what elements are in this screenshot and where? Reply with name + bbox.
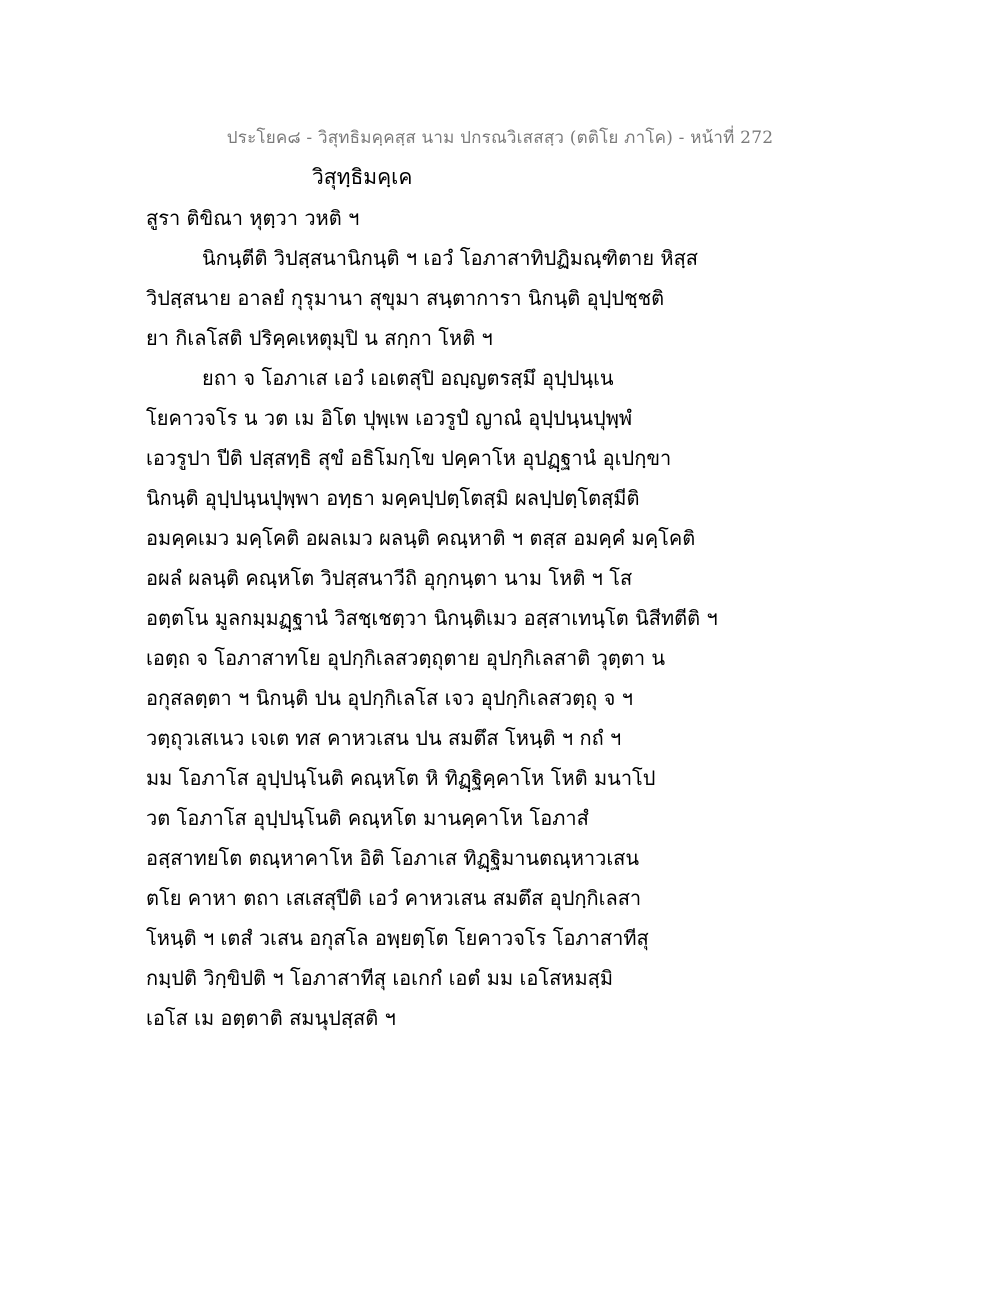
text-line: สูรา ติขิณา หุตฺวา วหติ ฯ: [146, 206, 360, 230]
text-line: อกุสลตฺตา ฯ นิกนฺติ ปน อุปกฺกิเลโส เจว อุปกฺกิเลสวตฺถุ จ ฯ: [146, 686, 633, 710]
text-line: มม โอภาโส อุปฺปนฺโนติ คณฺหโต หิ ทิฏฺฐิคฺคาโห โหติ มนาโป: [146, 766, 656, 790]
book-title: วิสุทฺธิมคฺเค: [312, 165, 413, 189]
text-line: เอวรูปา ปีติ ปสฺสทฺธิ สุขํ อธิโมกฺโข ปคฺคาโห อุปฏฺฐานํ อุเปกฺขา: [146, 446, 672, 470]
text-line: เอตฺถ จ โอภาสาทโย อุปกฺกิเลสวตฺถุตาย อุปกฺกิเลสาติ วุตฺตา น: [146, 646, 666, 670]
text-line: กมฺปติ วิกฺขิปติ ฯ โอภาสาทีสุ เอเกกํ เอตํ มม เอโสหมสฺมิ: [146, 966, 614, 990]
text-line: อสฺสาทยโต ตณฺหาคาโห อิติ โอภาเส ทิฏฺฐิมานตณฺหาวเสน: [146, 846, 640, 870]
text-line: วิปสฺสนาย อาลยํ กุรุมานา สุขุมา สนฺตาการา นิกนฺติ อุปฺปชฺชติ: [146, 286, 665, 310]
running-header: ประโยค๘ - วิสุทธิมคฺคสฺส นาม ปกรณวิเสสสฺว (ตติโย ภาโค) - หน้าที่ 272: [226, 128, 774, 148]
text-line: อมคฺคเมว มคฺโคติ อผลเมว ผลนฺติ คณฺหาติ ฯ ตสฺส อมคฺคํ มคฺโคติ: [146, 526, 696, 550]
body-text: [146, 198, 866, 1038]
text-line: นิกนฺตีติ วิปสฺสนานิกนฺติ ฯ เอวํ โอภาสาทิปฏิมณฺฑิตาย หิสฺส: [202, 246, 698, 270]
text-line: นิกนฺติ อุปฺปนฺนปุพฺพา อทฺธา มคฺคปฺปตฺโตสฺมิ ผลปฺปตฺโตสฺมีติ: [146, 486, 640, 510]
text-line: โยคาวจโร น วต เม อิโต ปุพฺเพ เอวรูปํ ญาณํ อุปฺปนฺนปุพฺพํ: [146, 406, 633, 430]
text-line: ตโย คาหา ตถา เสเสสุปีติ เอวํ คาหวเสน สมตึส อุปกฺกิเลสา: [146, 886, 642, 910]
text-line: วตฺถุวเสเนว เจเต ทส คาหวเสน ปน สมตึส โหนฺติ ฯ กถํ ฯ: [146, 726, 622, 750]
text-line: อตฺตโน มูลกมฺมฏฺฐานํ วิสชฺเชตฺวา นิกนฺติเมว อสฺสาเทนฺโต นิสีทตีติ ฯ: [146, 606, 718, 630]
text-line: โหนฺติ ฯ เตสํ วเสน อกุสโล อพฺยตฺโต โยคาวจโร โอภาสาทีสุ: [146, 926, 649, 950]
text-line: วต โอภาโส อุปฺปนฺโนติ คณฺหโต มานคฺคาโห โอภาสํ: [146, 806, 589, 830]
text-line: ยา กิเลโสติ ปริคฺคเหตุมฺปิ น สกฺกา โหติ ฯ: [146, 326, 493, 350]
text-line: เอโส เม อตฺตาติ สมนุปสฺสติ ฯ: [146, 1006, 396, 1030]
text-line: อผลํ ผลนฺติ คณฺหโต วิปสฺสนาวีถิ อุกฺกนฺตา นาม โหติ ฯ โส: [146, 566, 633, 590]
text-line: ยถา จ โอภาเส เอวํ เอเตสุปิ อญฺญตรสฺมึ อุปฺปนฺเน: [202, 366, 614, 390]
